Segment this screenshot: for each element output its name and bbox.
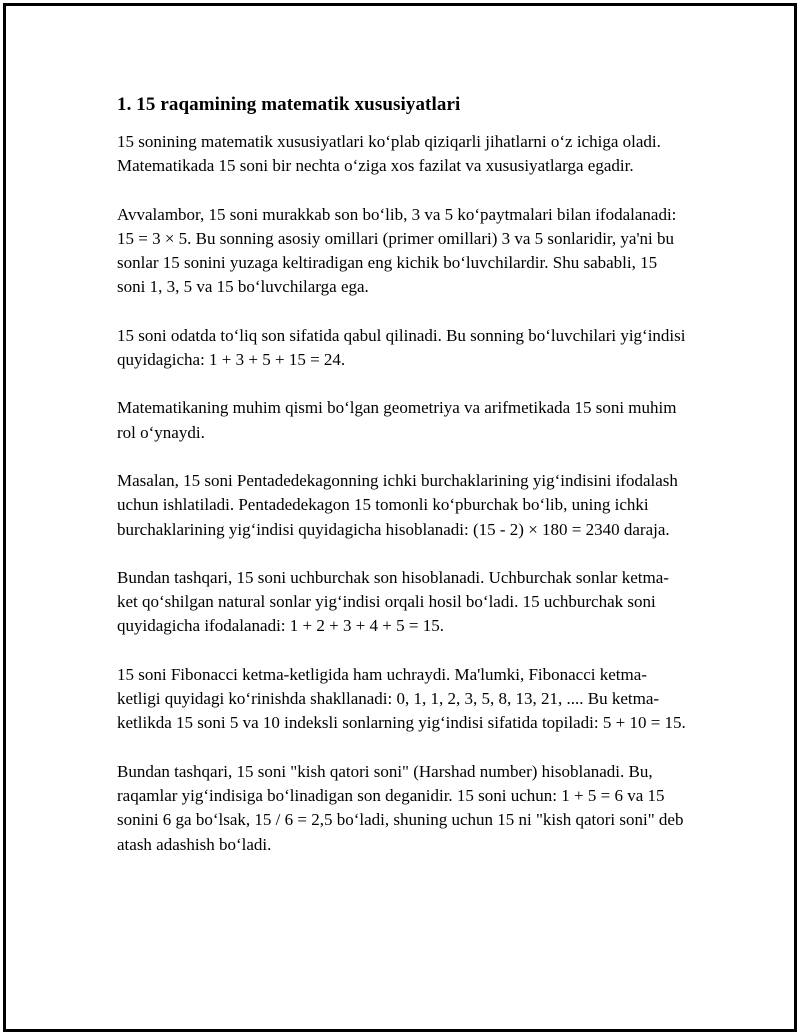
section-heading: 1. 15 raqamining matematik xususiyatlari [117, 94, 461, 115]
paragraph-composite-number: Avvalambor, 15 soni murakkab son bo‘lib, 3 va 5 ko‘paytmalari bilan ifodalanadi: 15 = 3 × 5. Bu sonning asosiy omillari (primer omillari) 3 va 5 sonlaridir, ya'ni bu sonlar 15 sonini yuzaga keltiradigan eng kichik bo‘luvchilardir. Shu sababli, 15 soni 1, 3, 5 va 15 bo‘luvchilarga ega. [117, 204, 677, 297]
paragraph-intro: 15 sonining matematik xususiyatlari ko‘plab qiziqarli jihatlarni o‘z ichiga oladi. Matematikada 15 soni bir nechta o‘ziga xos fazilat va xususiyatlarga egadir. [117, 132, 661, 176]
paragraph-fibonacci: 15 soni Fibonacci ketma-ketligida ham uchraydi. Ma'lumki, Fibonacci ketma-ketligi quyidagi ko‘rinishda shakllanadi: 0, 1, 1, 2, 3, 5, 8, 13, 21, .... Bu ketma-ketlikda 15 soni 5 va 10 indeksli sonlarning yig‘indisi sifatida topiladi: 5 + 10 = 15. [117, 664, 686, 733]
paragraph-pentadecagon: Masalan, 15 soni Pentadedekagonning ichki burchaklarining yig‘indisini ifodalash uchun ishlatiladi. Pentadedekagon 15 tomonli ko‘pburchak bo‘lib, uning ichki burchaklarining yig‘indisi quyidagicha hisoblanadi: (15 - 2) × 180 = 2340 daraja. [117, 470, 678, 539]
paragraph-harshad-number: Bundan tashqari, 15 soni "kish qatori soni" (Harshad number) hisoblanadi. Bu, raqamlar yig‘indisiga bo‘linadigan son deganidir. 15 soni uchun: 1 + 5 = 6 va 15 sonini 6 ga bo‘lsak, 15 / 6 = 2,5 bo‘ladi, shuning uchun 15 ni "kish qatori soni" deb atash adashish bo‘ladi. [117, 761, 684, 854]
paragraph-geometry: Matematikaning muhim qismi bo‘lgan geometriya va arifmetikada 15 soni muhim rol o‘ynaydi. [117, 398, 677, 442]
document-body [117, 92, 687, 881]
paragraph-triangular-number: Bundan tashqari, 15 soni uchburchak son hisoblanadi. Uchburchak sonlar ketma-ket qo‘shilgan natural sonlar yig‘indisi orqali hosil bo‘ladi. 15 uchburchak soni quyidagicha ifodalanadi: 1 + 2 + 3 + 4 + 5 = 15. [117, 567, 669, 636]
paragraph-divisor-sum: 15 soni odatda to‘liq son sifatida qabul qilinadi. Bu sonning bo‘luvchilari yig‘indisi quyidagicha: 1 + 3 + 5 + 15 = 24. [117, 325, 686, 370]
